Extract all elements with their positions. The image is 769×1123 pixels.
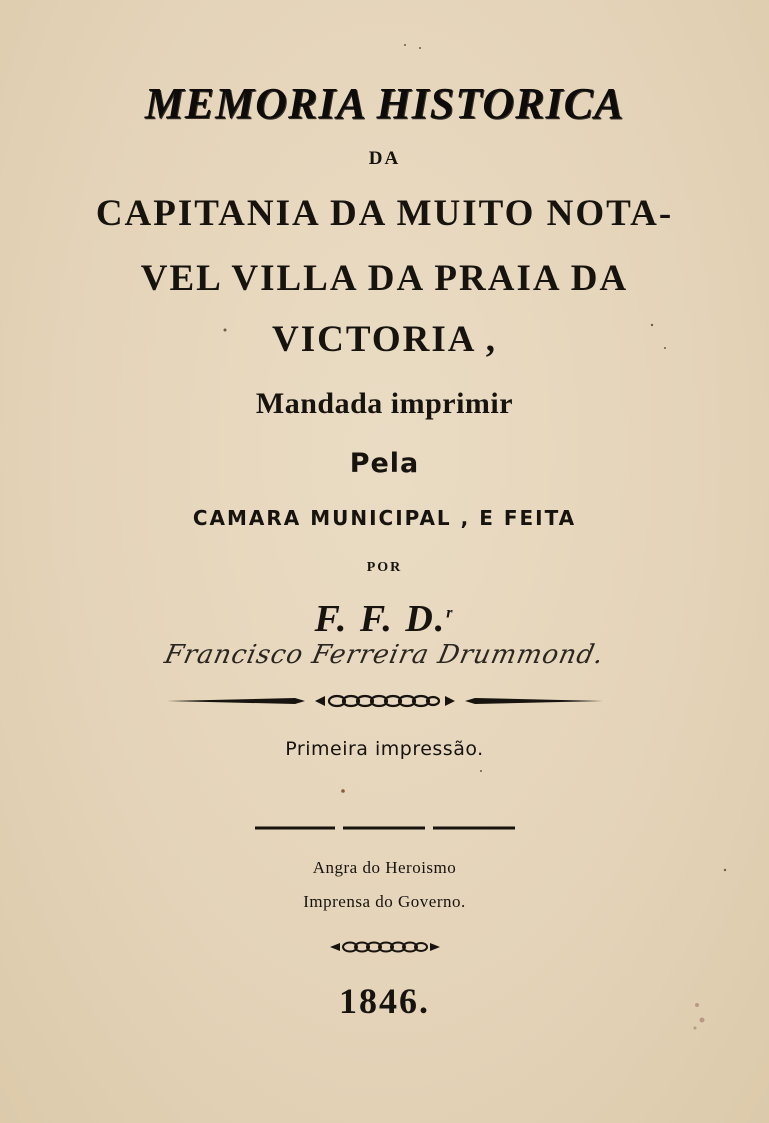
commission-line-1: Mandada imprimir	[255, 387, 514, 420]
commission-line-2: Pela	[349, 448, 420, 479]
title-line-5: VICTORIA ,	[272, 319, 497, 360]
commission-line-3: CAMARA MUNICIPAL , E FEITA	[192, 506, 577, 530]
dashed-rule-icon	[255, 824, 515, 832]
title-line-4: VEL VILLA DA PRAIA DA	[140, 258, 629, 299]
author-initials-text: F. F. D.	[314, 598, 447, 640]
author-initials	[0, 597, 769, 641]
edition-line: Primeira impressão.	[285, 738, 484, 760]
title-line-3: CAPITANIA DA MUITO NOTA-	[95, 193, 674, 234]
title-line-1: MEMORIA HISTORICA	[144, 79, 625, 128]
ornamental-rule-icon	[165, 690, 605, 712]
braid-ornament-icon	[328, 938, 442, 956]
author-initials-suffix: r	[446, 604, 455, 622]
publication-year: 1846.	[339, 981, 430, 1021]
by-label: POR	[366, 560, 403, 575]
place-line: Angra do Heroismo	[312, 858, 457, 877]
printer-line: Imprensa do Governo.	[303, 892, 466, 911]
title-line-2: DA	[368, 148, 401, 169]
handwritten-signature: Francisco Ferreira Drummond.	[161, 640, 608, 670]
